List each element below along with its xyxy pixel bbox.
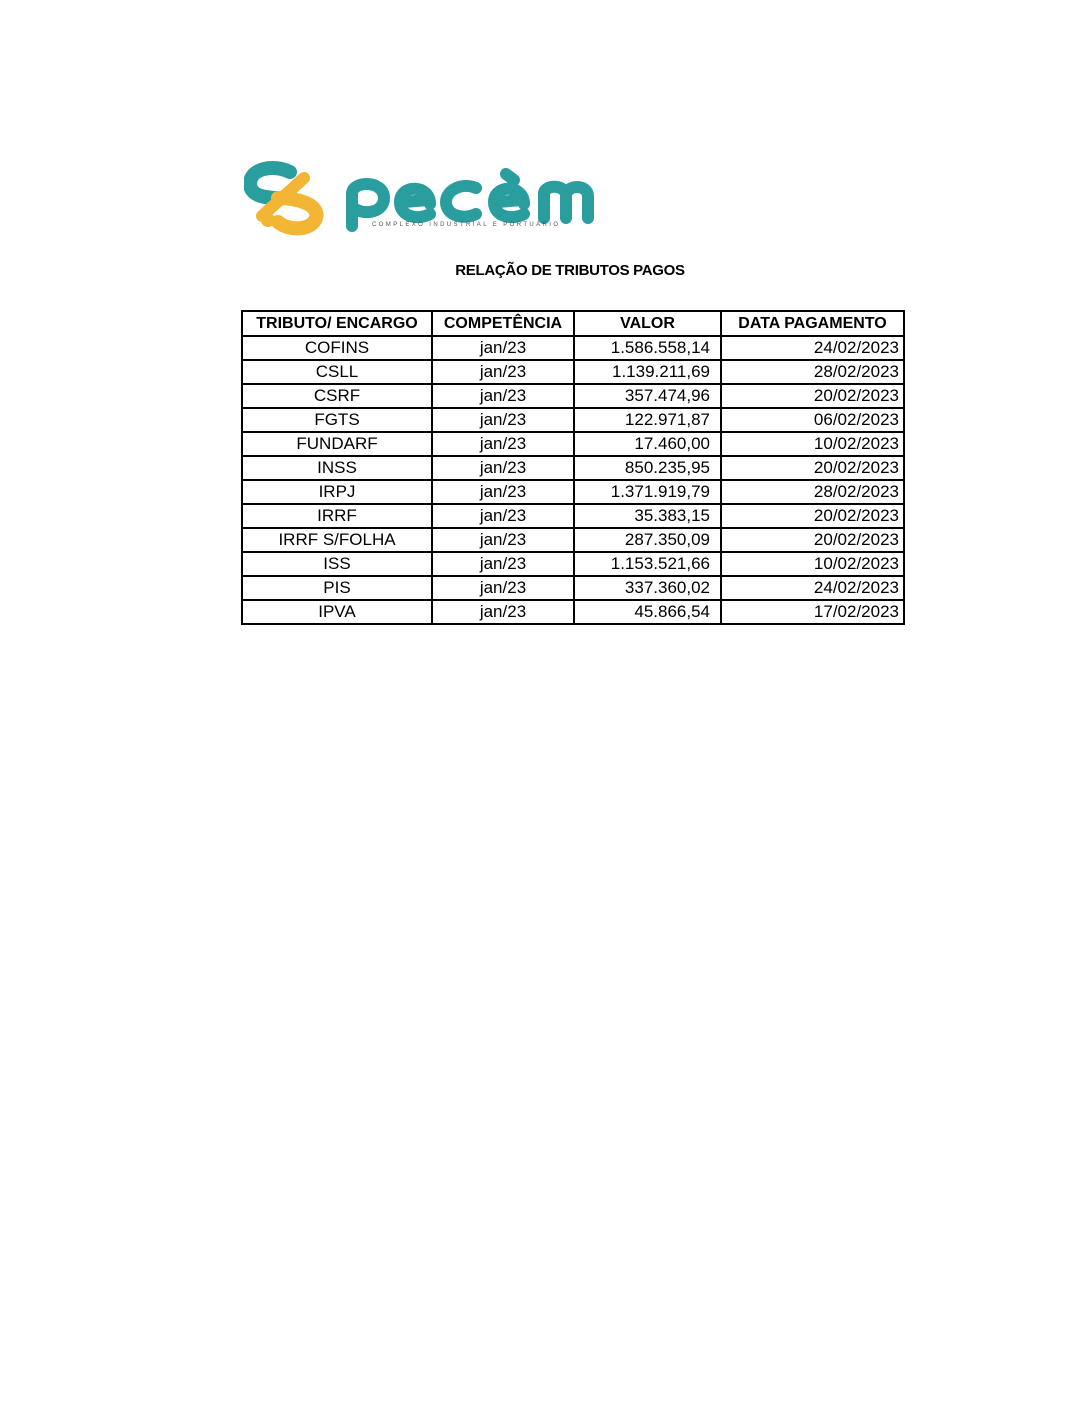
- cell-competencia: jan/23: [432, 552, 574, 576]
- cell-tributo: FGTS: [242, 408, 432, 432]
- cell-competencia: jan/23: [432, 456, 574, 480]
- cell-competencia: jan/23: [432, 336, 574, 360]
- cell-competencia: jan/23: [432, 528, 574, 552]
- cell-competencia: jan/23: [432, 384, 574, 408]
- cell-tributo: FUNDARF: [242, 432, 432, 456]
- pecem-logo-graphic: [244, 160, 604, 236]
- cell-tributo: COFINS: [242, 336, 432, 360]
- cell-tributo: CSRF: [242, 384, 432, 408]
- cell-tributo: IRPJ: [242, 480, 432, 504]
- logo-tagline: COMPLEXO INDUSTRIAL E PORTUÁRIO: [372, 222, 561, 228]
- cell-data-pagamento: 20/02/2023: [721, 504, 904, 528]
- cell-valor: 287.350,09: [574, 528, 721, 552]
- document-title: RELAÇÃO DE TRIBUTOS PAGOS: [455, 262, 685, 279]
- cell-data-pagamento: 06/02/2023: [721, 408, 904, 432]
- cell-competencia: jan/23: [432, 432, 574, 456]
- cell-tributo: IPVA: [242, 600, 432, 624]
- cell-competencia: jan/23: [432, 408, 574, 432]
- cell-data-pagamento: 20/02/2023: [721, 456, 904, 480]
- cell-tributo: IRRF: [242, 504, 432, 528]
- header-data-pagamento: DATA PAGAMENTO: [721, 311, 904, 336]
- cell-competencia: jan/23: [432, 480, 574, 504]
- cell-valor: 850.235,95: [574, 456, 721, 480]
- cell-valor: 122.971,87: [574, 408, 721, 432]
- table-header-row: [242, 311, 904, 336]
- cell-tributo: ISS: [242, 552, 432, 576]
- cell-valor: 1.586.558,14: [574, 336, 721, 360]
- table-row: [242, 576, 904, 600]
- cell-competencia: jan/23: [432, 504, 574, 528]
- table-row: [242, 552, 904, 576]
- cell-valor: 17.460,00: [574, 432, 721, 456]
- cell-data-pagamento: 10/02/2023: [721, 432, 904, 456]
- cell-data-pagamento: 10/02/2023: [721, 552, 904, 576]
- cell-tributo: CSLL: [242, 360, 432, 384]
- cell-valor: 1.153.521,66: [574, 552, 721, 576]
- cell-tributo: INSS: [242, 456, 432, 480]
- cell-competencia: jan/23: [432, 360, 574, 384]
- cell-data-pagamento: 24/02/2023: [721, 576, 904, 600]
- table-row: [242, 408, 904, 432]
- cell-competencia: jan/23: [432, 600, 574, 624]
- table-row: [242, 480, 904, 504]
- table-row: [242, 528, 904, 552]
- header-tributo: TRIBUTO/ ENCARGO: [242, 311, 432, 336]
- pecem-logo: [244, 160, 604, 236]
- table-row: [242, 432, 904, 456]
- cell-valor: 35.383,15: [574, 504, 721, 528]
- cell-tributo: PIS: [242, 576, 432, 600]
- cell-data-pagamento: 24/02/2023: [721, 336, 904, 360]
- cell-valor: 337.360,02: [574, 576, 721, 600]
- table-row: [242, 336, 904, 360]
- cell-valor: 357.474,96: [574, 384, 721, 408]
- table-row: [242, 600, 904, 624]
- cell-valor: 1.371.919,79: [574, 480, 721, 504]
- cell-data-pagamento: 17/02/2023: [721, 600, 904, 624]
- pecem-symbol: [250, 168, 316, 228]
- table-body: [242, 336, 904, 624]
- table-row: [242, 384, 904, 408]
- cell-data-pagamento: 28/02/2023: [721, 480, 904, 504]
- table-row: [242, 456, 904, 480]
- cell-tributo: IRRF S/FOLHA: [242, 528, 432, 552]
- header-valor: VALOR: [574, 311, 721, 336]
- cell-valor: 45.866,54: [574, 600, 721, 624]
- pecem-wordmark: [352, 174, 588, 226]
- table-row: [242, 360, 904, 384]
- cell-competencia: jan/23: [432, 576, 574, 600]
- cell-data-pagamento: 28/02/2023: [721, 360, 904, 384]
- cell-data-pagamento: 20/02/2023: [721, 384, 904, 408]
- table-row: [242, 504, 904, 528]
- tax-payments-table: [241, 310, 905, 625]
- cell-valor: 1.139.211,69: [574, 360, 721, 384]
- header-competencia: COMPETÊNCIA: [432, 311, 574, 336]
- cell-data-pagamento: 20/02/2023: [721, 528, 904, 552]
